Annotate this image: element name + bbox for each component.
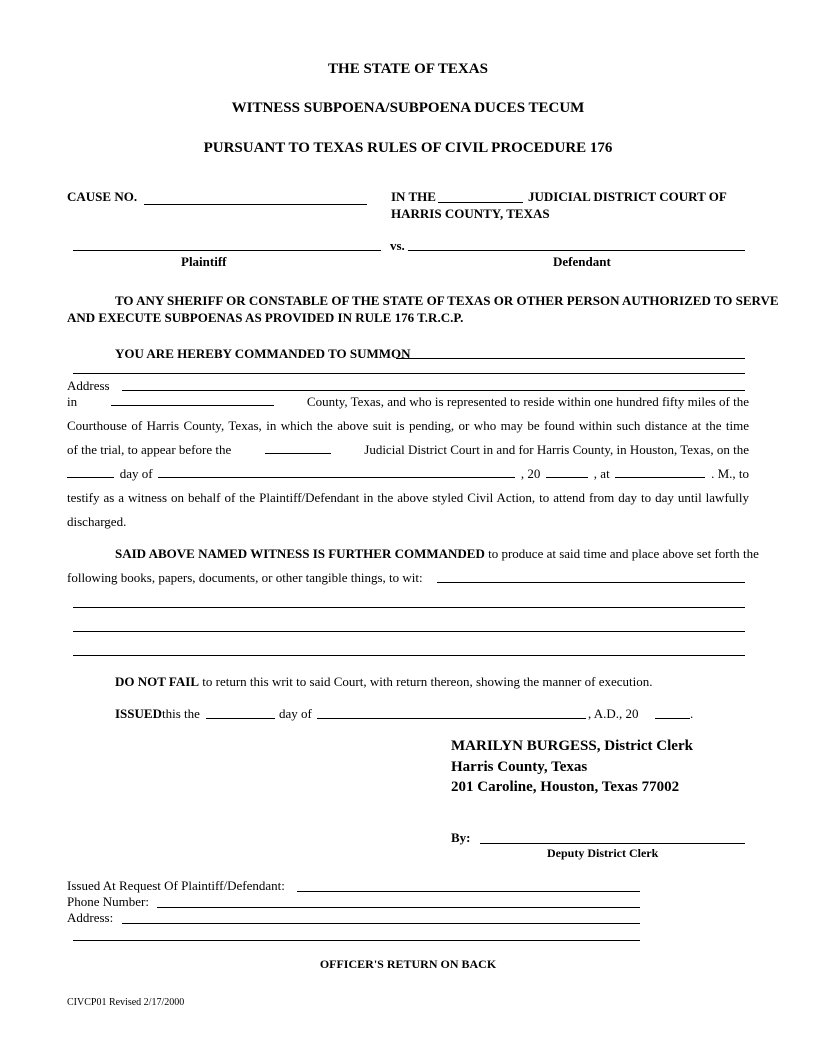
issued-at-request-label: Issued At Request Of Plaintiff/Defendant: xyxy=(67,878,285,893)
issued-period: . xyxy=(690,706,694,721)
county-fill-line[interactable] xyxy=(111,394,274,406)
by-label: By: xyxy=(451,830,471,845)
address-label: Address xyxy=(67,378,110,393)
issued-ad-text: , A.D., 20 xyxy=(588,706,639,721)
phone-label: Phone Number: xyxy=(67,894,149,909)
request-address-label: Address: xyxy=(67,910,114,925)
cause-no-label: CAUSE NO. xyxy=(67,189,138,204)
documents-line-1[interactable] xyxy=(437,582,745,583)
court-fill-line[interactable] xyxy=(265,442,331,454)
cause-no-line[interactable] xyxy=(144,204,367,205)
court-number-line[interactable] xyxy=(438,202,523,203)
request-address-line-1[interactable] xyxy=(122,923,640,924)
issued-month-line[interactable] xyxy=(317,718,586,719)
document-subtitle: PURSUANT TO TEXAS RULES OF CIVIL PROCEDURE 176 xyxy=(203,140,613,156)
further-commanded-rest: to produce at said time and place above set forth the xyxy=(488,546,759,561)
paragraph-line-4 xyxy=(67,466,749,482)
courthouse-text: Courthouse of Harris County, Texas, in which the above suit is pending, or who may be found within such distance at the time xyxy=(67,418,749,433)
witness-name-line-2[interactable] xyxy=(73,373,745,374)
time-fill-line[interactable] xyxy=(615,466,705,478)
issued-day-of-text: day of xyxy=(279,706,312,721)
further-commanded-line xyxy=(115,546,759,562)
clerk-county: Harris County, Texas xyxy=(451,759,588,775)
deputy-signature-line[interactable] xyxy=(480,843,745,844)
paragraph-line-3 xyxy=(67,442,749,458)
deputy-label: Deputy District Clerk xyxy=(547,846,659,860)
issued-year-line[interactable] xyxy=(655,718,690,719)
paragraph-line-1 xyxy=(67,394,749,410)
defendant-label: Defendant xyxy=(553,254,611,269)
day-of-text: day of xyxy=(119,466,153,481)
requester-line[interactable] xyxy=(297,891,640,892)
do-not-fail-rest: to return this writ to said Court, with return thereon, showing the manner of execution. xyxy=(202,674,653,689)
year-prefix-text: , 20 xyxy=(520,466,541,481)
addressee-line-2: AND EXECUTE SUBPOENAS AS PROVIDED IN RULE 176 T.R.C.P. xyxy=(67,310,464,325)
do-not-fail-bold: DO NOT FAIL xyxy=(115,674,200,689)
documents-line-3[interactable] xyxy=(73,631,745,632)
m-to-text: . M., to xyxy=(711,466,749,481)
following-label: following books, papers, documents, or other tangible things, to wit: xyxy=(67,570,423,585)
paragraph-line-5 xyxy=(67,490,749,506)
county-text: County, Texas, and who is represented to reside within one hundred fifty miles of the xyxy=(306,394,749,409)
documents-line-4[interactable] xyxy=(73,655,745,656)
in-word: in xyxy=(67,394,78,409)
judicial-text: Judicial District Court in and for Harris County, in Houston, Texas, on the xyxy=(364,442,749,457)
plaintiff-line[interactable] xyxy=(73,250,381,251)
at-text: , at xyxy=(593,466,610,481)
document-title: WITNESS SUBPOENA/SUBPOENA DUCES TECUM xyxy=(231,100,585,116)
year-fill-line[interactable] xyxy=(546,466,588,478)
further-commanded-bold: SAID ABOVE NAMED WITNESS IS FURTHER COMMANDED xyxy=(115,546,485,561)
issued-label: ISSUED xyxy=(115,706,162,721)
issued-day-line[interactable] xyxy=(206,718,275,719)
month-fill-line[interactable] xyxy=(158,466,515,478)
plaintiff-label: Plaintiff xyxy=(181,254,227,269)
issued-this-text: this the xyxy=(162,706,200,721)
clerk-name: MARILYN BURGESS, District Clerk xyxy=(451,738,693,754)
county-label: HARRIS COUNTY, TEXAS xyxy=(391,206,550,221)
vs-label: vs. xyxy=(390,238,405,253)
state-heading: THE STATE OF TEXAS xyxy=(328,61,488,77)
documents-line-2[interactable] xyxy=(73,607,745,608)
discharged-text: discharged. xyxy=(67,514,127,529)
testify-text: testify as a witness on behalf of the Plaintiff/Defendant in the above styled Civil Action, to attend from day to day until lawfully xyxy=(67,490,749,505)
do-not-fail-line xyxy=(115,674,653,690)
addressee-line-1: TO ANY SHERIFF OR CONSTABLE OF THE STATE OF TEXAS OR OTHER PERSON AUTHORIZED TO SERVE xyxy=(115,293,779,308)
appear-text: of the trial, to appear before the xyxy=(67,442,232,457)
day-fill-line[interactable] xyxy=(67,466,114,478)
request-address-line-2[interactable] xyxy=(73,940,640,941)
clerk-address: 201 Caroline, Houston, Texas 77002 xyxy=(451,779,680,795)
court-suffix-label: JUDICIAL DISTRICT COURT OF xyxy=(528,189,727,204)
form-id: CIVCP01 Revised 2/17/2000 xyxy=(67,997,185,1008)
witness-address-line[interactable] xyxy=(122,390,745,391)
defendant-line[interactable] xyxy=(408,250,745,251)
in-the-label: IN THE xyxy=(391,189,436,204)
witness-name-line[interactable] xyxy=(396,358,745,359)
summon-label: YOU ARE HEREBY COMMANDED TO SUMMON xyxy=(115,346,411,361)
paragraph-line-2 xyxy=(67,418,749,434)
officers-return-note: OFFICER'S RETURN ON BACK xyxy=(319,957,497,971)
phone-line[interactable] xyxy=(157,907,640,908)
